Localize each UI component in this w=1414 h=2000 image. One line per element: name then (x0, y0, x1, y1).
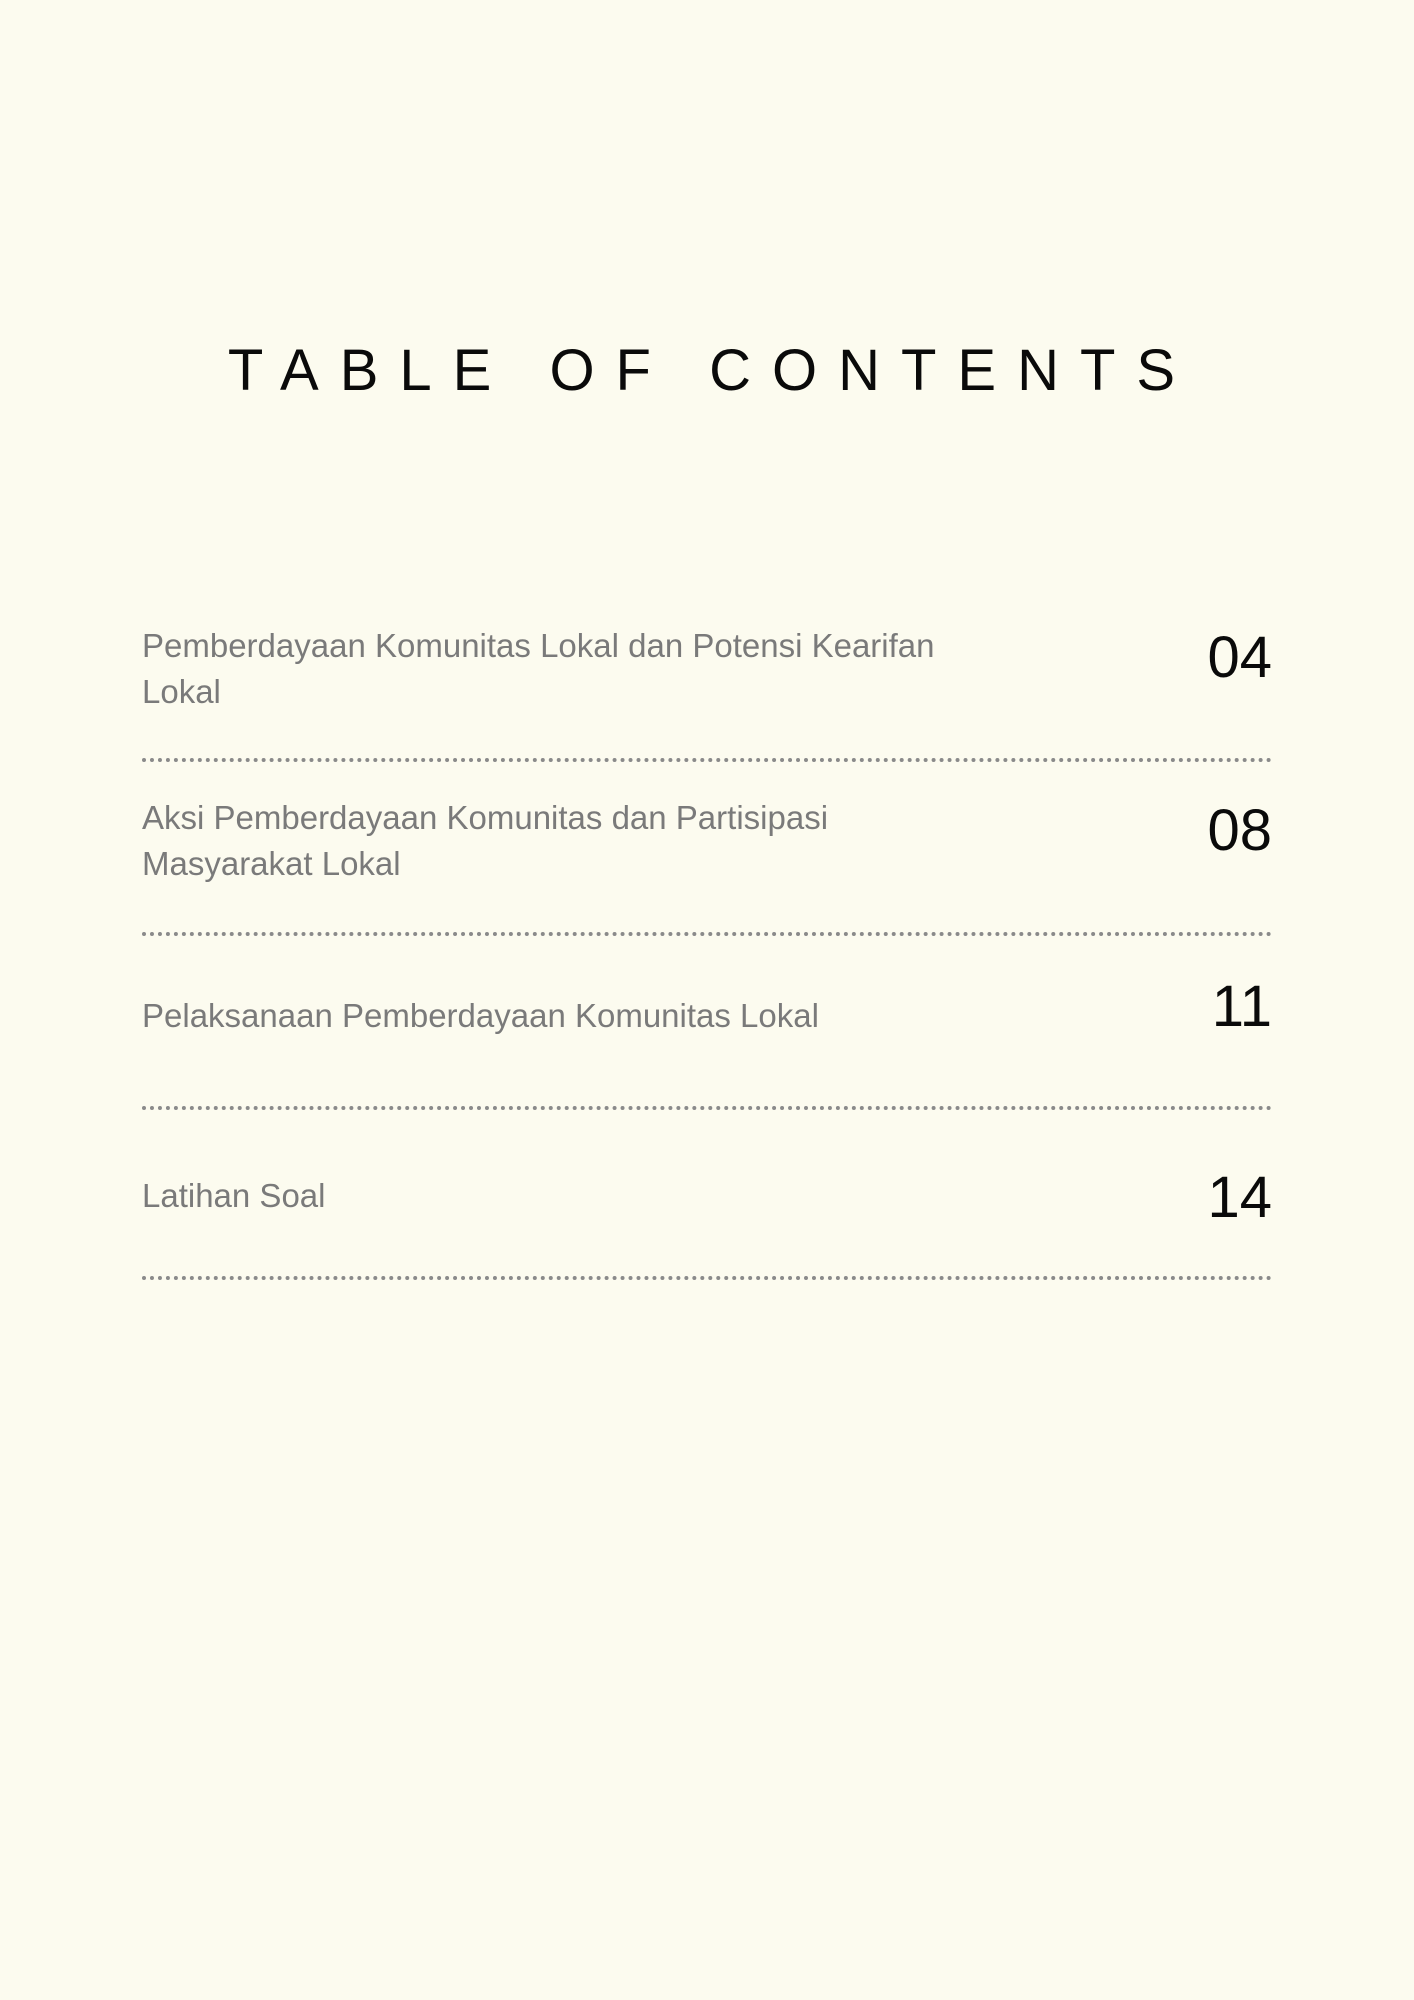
toc-entry-label: Pelaksanaan Pemberdayaan Komunitas Lokal (142, 997, 819, 1034)
toc-entry[interactable] (142, 936, 1272, 1110)
toc-entry-page-number: 08 (1207, 798, 1272, 863)
toc-entry-label: Pemberdayaan Komunitas Lokal dan Potensi Kearifan Lokal (142, 627, 935, 710)
toc-entry-page-number: 11 (1211, 974, 1272, 1039)
toc-entry-label: Aksi Pemberdayaan Komunitas dan Partisipasi Masyarakat Lokal (142, 799, 829, 882)
page-title: TABLE OF CONTENTS (227, 338, 1197, 403)
toc-entry-label: Latihan Soal (142, 1177, 326, 1214)
toc-entry-page-number: 14 (1207, 1165, 1272, 1230)
toc-entry[interactable] (142, 762, 1272, 936)
toc-entry[interactable] (142, 1110, 1272, 1280)
toc-entry[interactable] (142, 600, 1272, 762)
toc-entry-page-number: 04 (1207, 625, 1272, 690)
